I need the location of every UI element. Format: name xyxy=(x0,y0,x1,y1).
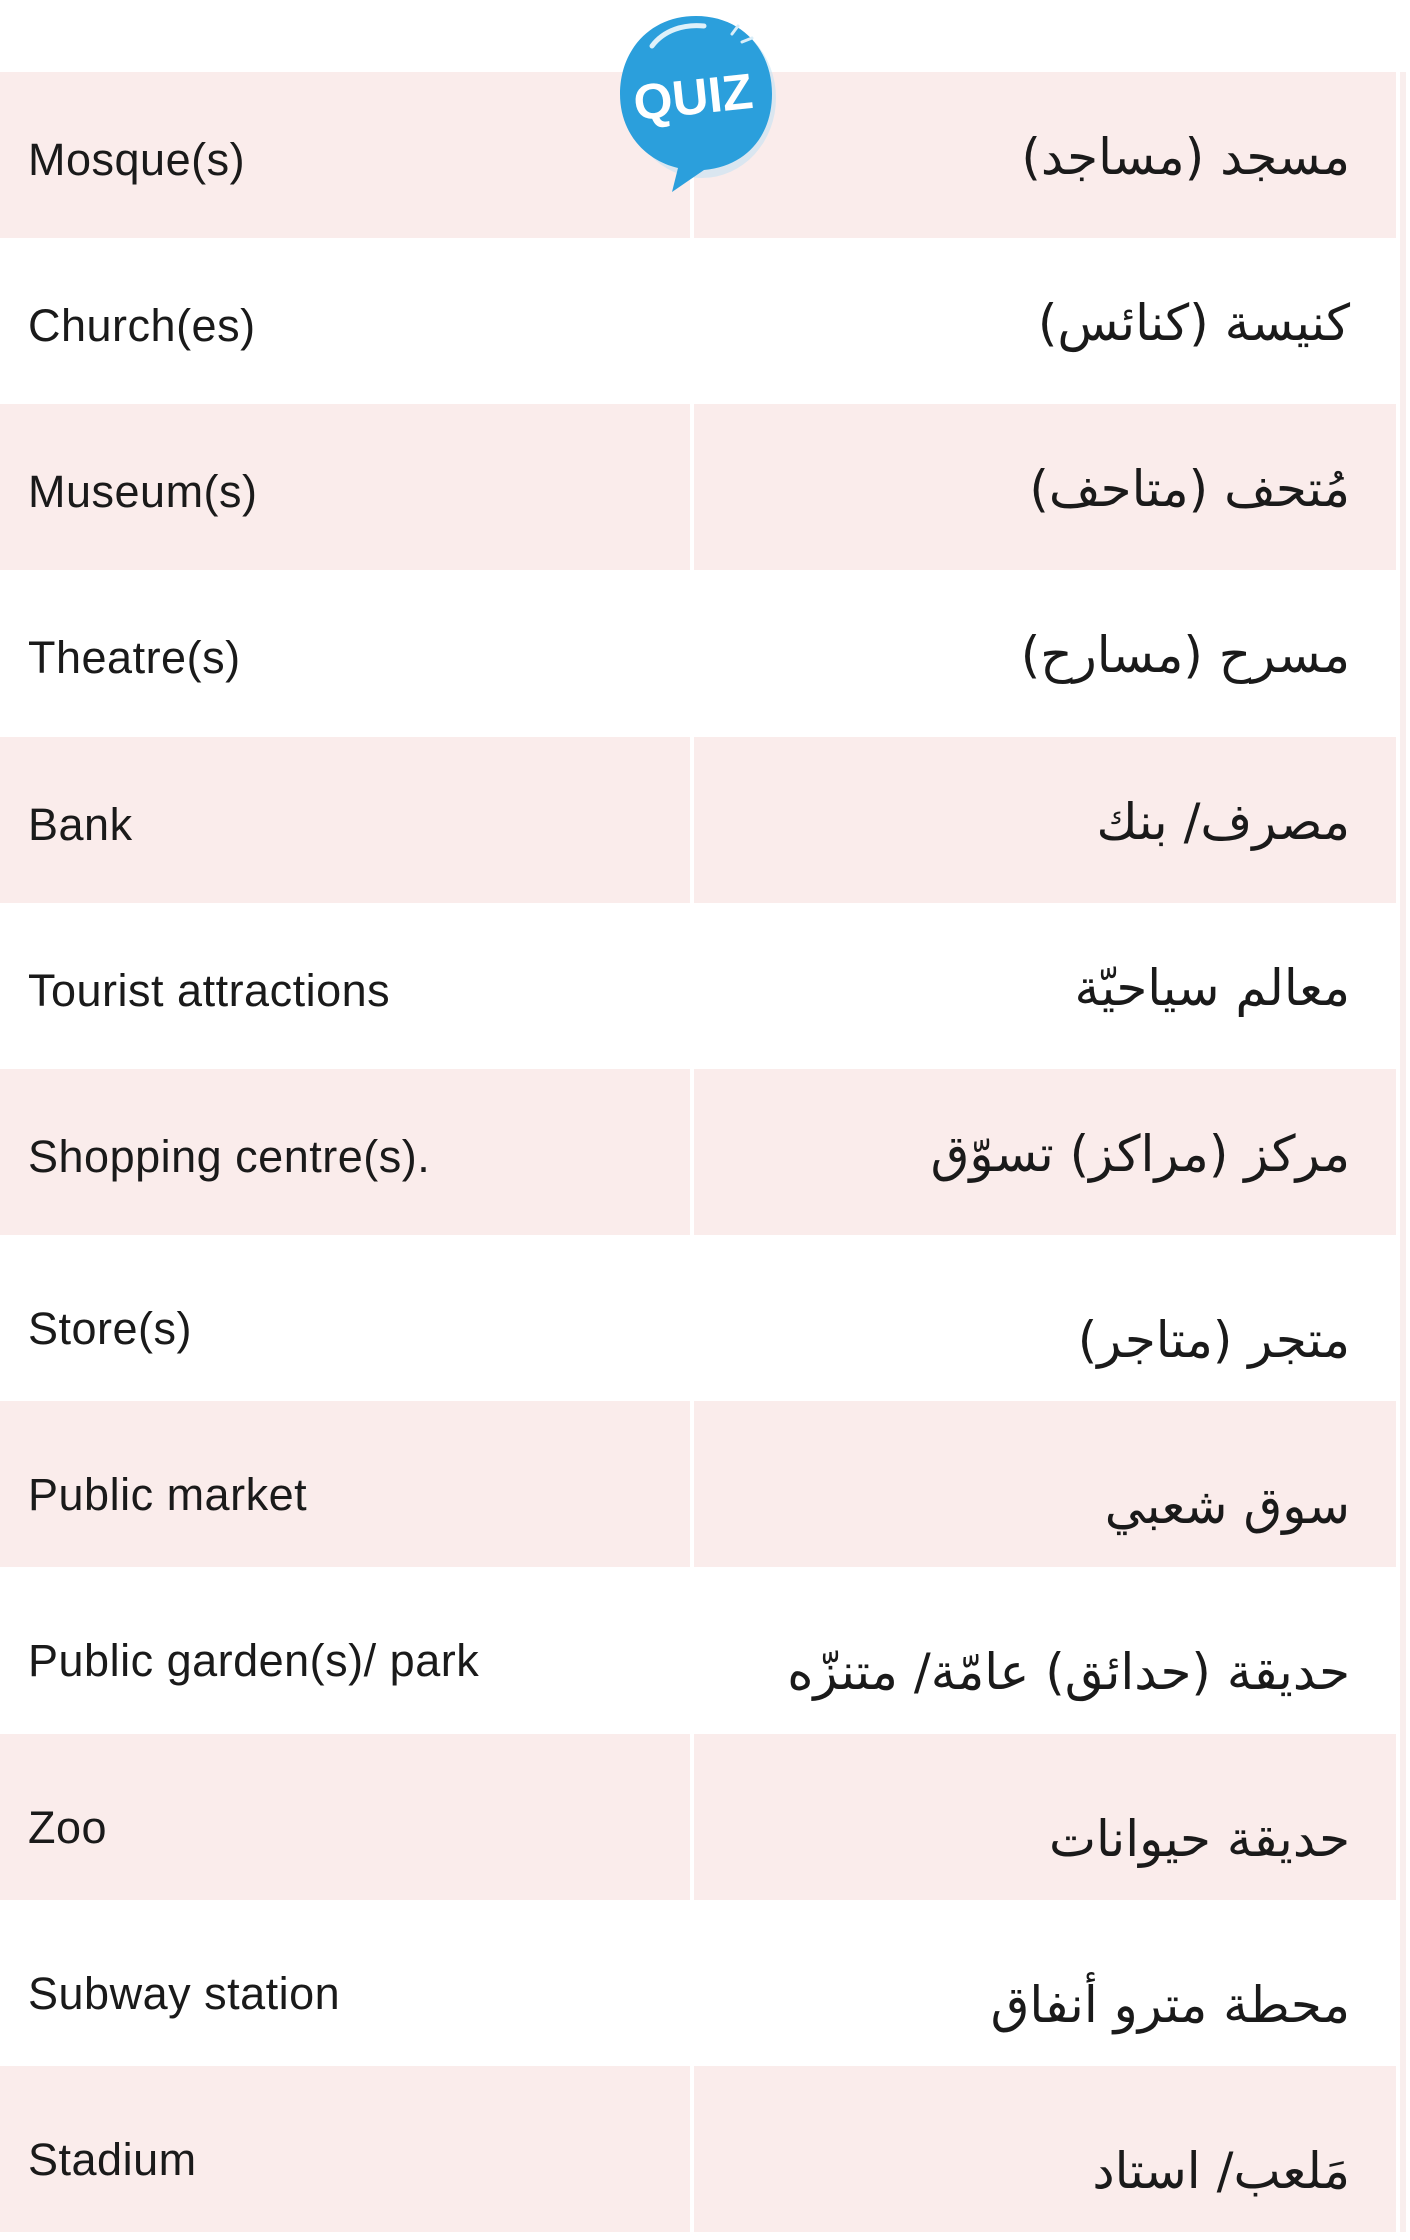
table-row xyxy=(0,238,1396,404)
table-row xyxy=(0,1401,1396,1567)
table-row xyxy=(0,903,1396,1069)
english-term: Public garden(s)/ park xyxy=(0,1567,690,1733)
english-term: Mosque(s) xyxy=(0,72,690,238)
english-term: Theatre(s) xyxy=(0,570,690,736)
english-term: Stadium xyxy=(0,2066,690,2232)
arabic-term: مسجد (مساجد) xyxy=(694,72,1396,238)
quiz-speech-bubble-icon xyxy=(612,6,780,196)
quiz-label: QUIZ xyxy=(630,62,756,132)
arabic-term: محطة مترو أنفاق xyxy=(694,1900,1396,2066)
english-term: Bank xyxy=(0,737,690,903)
right-margin-strip xyxy=(1400,72,1406,2232)
english-term: Tourist attractions xyxy=(0,903,690,1069)
arabic-term: متجر (متاجر) xyxy=(694,1235,1396,1401)
table-row xyxy=(0,404,1396,570)
table-row xyxy=(0,737,1396,903)
table-row xyxy=(0,1235,1396,1401)
arabic-term: كنيسة (كنائس) xyxy=(694,238,1396,404)
english-term: Store(s) xyxy=(0,1235,690,1401)
arabic-term: معالم سياحيّة xyxy=(694,903,1396,1069)
table-row xyxy=(0,1734,1396,1900)
arabic-term: مصرف/ بنك xyxy=(694,737,1396,903)
arabic-term: مركز (مراكز) تسوّق xyxy=(694,1069,1396,1235)
table-row xyxy=(0,2066,1396,2232)
table-row xyxy=(0,1567,1396,1733)
arabic-term: حديقة (حدائق) عامّة/ متنزّه xyxy=(694,1567,1396,1733)
english-term: Church(es) xyxy=(0,238,690,404)
arabic-term: سوق شعبي xyxy=(694,1401,1396,1567)
arabic-term: حديقة حيوانات xyxy=(694,1734,1396,1900)
english-term: Shopping centre(s). xyxy=(0,1069,690,1235)
english-term: Public market xyxy=(0,1401,690,1567)
table-row xyxy=(0,1069,1396,1235)
arabic-term: مَلعب/ استاد xyxy=(694,2066,1396,2232)
english-term: Zoo xyxy=(0,1734,690,1900)
arabic-term: مسرح (مسارح) xyxy=(694,570,1396,736)
vocabulary-table xyxy=(0,72,1396,2232)
table-row xyxy=(0,570,1396,736)
table-row xyxy=(0,1900,1396,2066)
arabic-term: مُتحف (متاحف) xyxy=(694,404,1396,570)
english-term: Subway station xyxy=(0,1900,690,2066)
english-term: Museum(s) xyxy=(0,404,690,570)
